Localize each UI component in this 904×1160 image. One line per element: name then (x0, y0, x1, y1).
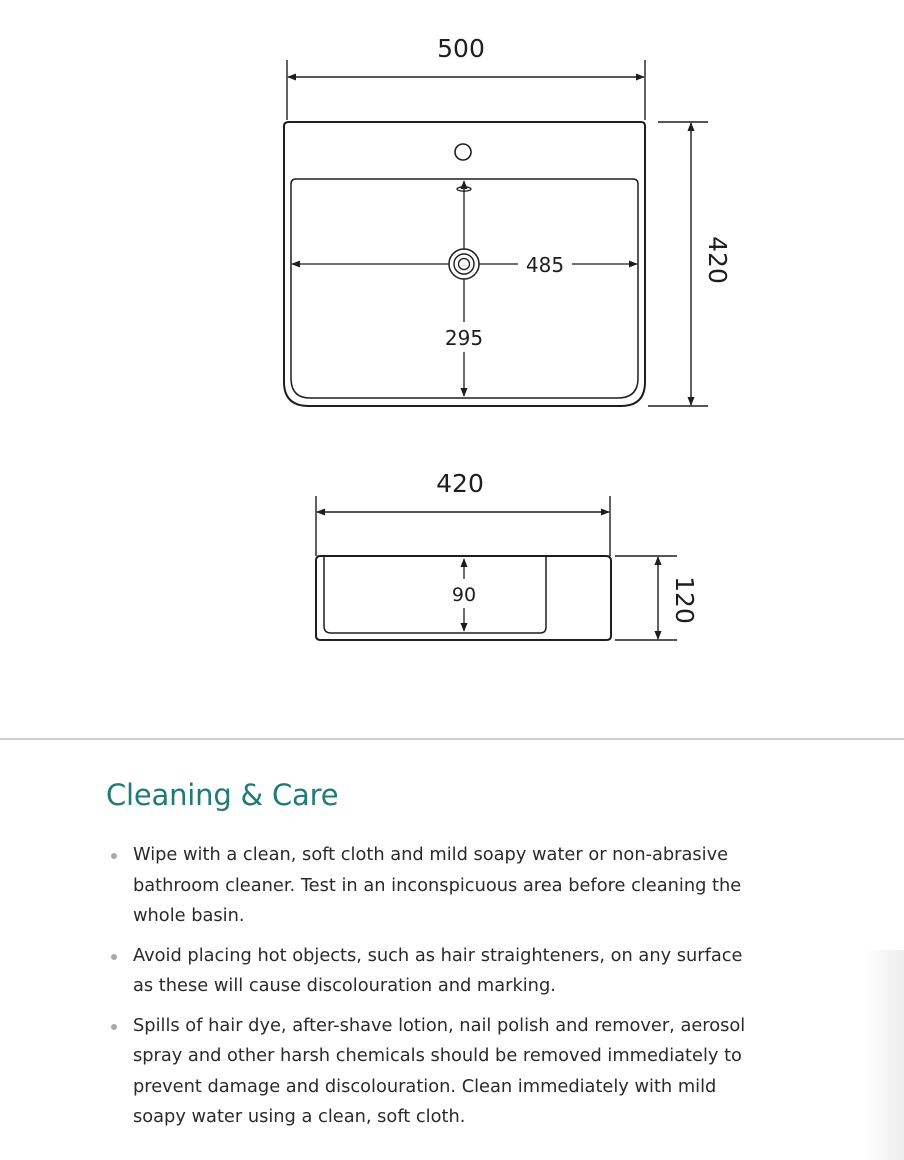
side-depth-label: 420 (436, 469, 484, 498)
list-item (106, 840, 746, 932)
list-item-text: Spills of hair dye, after-shave lotion, nail polish and remover, aerosol spray and other harsh chemicals should be removed immediately to prevent damage and discolouration. Clean immediately with mild soapy water using a clean, soft cloth. (133, 1014, 746, 1127)
bullet-icon (111, 1024, 117, 1030)
care-instructions-list (106, 840, 746, 1133)
cleaning-care-title: Cleaning & Care (106, 778, 339, 812)
list-item-text: Avoid placing hot objects, such as hair straighteners, on any surface as these will cause discolouration and marking. (133, 944, 743, 996)
section-divider (0, 738, 904, 740)
cleaning-care-section (106, 778, 746, 1142)
bullet-icon (111, 954, 117, 960)
waste-middle-ring (454, 254, 474, 274)
side-inner-bowl (324, 557, 546, 633)
edge-shadow (864, 950, 904, 1160)
list-item (106, 1011, 746, 1133)
width-label: 500 (437, 34, 485, 63)
bowl-width-label: 485 (525, 253, 565, 277)
waste-inner-ring (459, 259, 470, 270)
bowl-depth-label: 90 (451, 584, 477, 606)
tap-hole (455, 144, 471, 160)
tap-to-waste-label: 295 (444, 326, 484, 350)
side-view (316, 496, 677, 640)
height-label: 120 (670, 576, 699, 624)
side-view-labels (436, 469, 699, 624)
bullet-icon (111, 853, 117, 859)
top-view-labels (437, 34, 732, 350)
list-item-text: Wipe with a clean, soft cloth and mild soapy water or non-abrasive bathroom cleaner. Test in an inconspicuous area before cleaning the whole basin. (133, 844, 742, 926)
depth-label: 420 (703, 236, 732, 284)
list-item (106, 941, 746, 1002)
top-view (284, 60, 708, 406)
